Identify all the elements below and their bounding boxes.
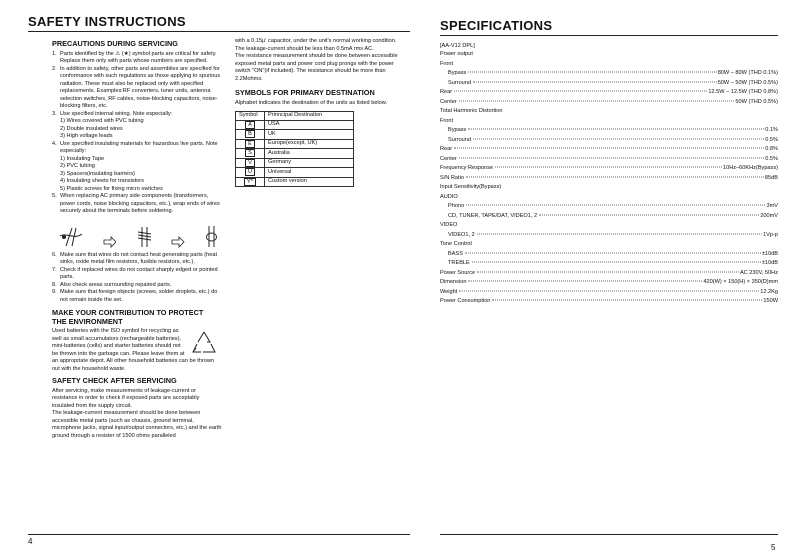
destination-cell: Australia (265, 149, 354, 159)
sub-item: 1) Insulating Tape (60, 155, 105, 162)
precaution-item (52, 141, 222, 194)
symbol-row (236, 168, 354, 178)
spec-label: Dimension (440, 279, 467, 285)
spec-row (448, 213, 778, 221)
item-text: Parts identified by the ⚠ (★) symbol parts are critical for safety. Replace them only with parts whose numbers are specified. (60, 50, 217, 64)
safety-check-para5: The resistance measurement should be done between accessible exposed metal parts and power cord plug prongs with the power switch "ON"(if included). The resistance should be more than 2.2Mohms. (235, 53, 398, 82)
recycle-icon (190, 330, 218, 356)
spec-row (448, 203, 778, 211)
spec-label: Front (440, 117, 454, 124)
spec-row (448, 70, 778, 78)
symbol-letter: E (245, 140, 255, 148)
spec-label: Power output (440, 51, 473, 57)
spec-value: AC 230V, 50Hz (739, 269, 778, 276)
spec-label: BASS (448, 250, 463, 257)
spec-label: Frequency Response (440, 165, 494, 171)
symbols-table (235, 111, 354, 187)
symbol-row (236, 139, 354, 149)
symbol-cell (236, 158, 265, 168)
symbol-cell (236, 177, 265, 187)
item-text: Check if replaced wires do not contact sharply edged or pointed parts. (60, 266, 218, 280)
spec-label: Rear (440, 89, 453, 95)
spec-row (448, 251, 778, 259)
environment-text: Used batteries with the ISO symbol for recycling as well as small accumulators (rechargeable batteries), mini-batteries (cells) and starter batteries should not be thrown into the garbage can. Please leave them at an appropriate depot. All other household batteries can be thrown out with the household waste. (52, 328, 215, 372)
item-text: In addition to safety, other parts and assemblies are specified for conformance with such regulations as those applying to spurious radiation. These must also be replaced only with specified replacements. Examples:RF converters, tuner units, antenna selection switches, RF cables, noise-blocking capacitors, noise-blocking filters, etc. (60, 65, 221, 109)
item-number: 9. (52, 289, 57, 295)
spec-label: Input Sensitivity(Bypass) (440, 184, 502, 190)
spec-label: CD, TUNER, TAPE/DAT, VIDEO1, 2 (448, 212, 538, 219)
spec-label: Total Harmonic Distortion (440, 108, 503, 114)
item-number: 6. (52, 251, 57, 258)
spec-value: 12.2Kg (760, 288, 778, 295)
sub-item: 1) Wires covered with PVC tubing (60, 118, 144, 124)
item-number: 8. (52, 281, 57, 288)
spec-row (440, 156, 778, 164)
sub-item: 2) Double insulated wires (60, 125, 123, 132)
spec-row (440, 51, 778, 59)
symbol-row (236, 177, 354, 187)
safety-check-para2: The leakage-current measurement should be done between accessible metal parts (such as chassis, ground terminal, microphone jacks, signal input/output connectors, etc.) and the earth ground through a resister of 1500 ohms paralleled (52, 410, 222, 439)
page-number: 4 (28, 537, 33, 546)
destination-cell: Universal (265, 168, 354, 178)
leader-dots (459, 100, 735, 101)
left-column (52, 38, 222, 440)
spec-row (440, 146, 778, 154)
spec-row (440, 108, 778, 116)
spec-label: Power Source (440, 269, 476, 276)
symbol-letter: U (245, 168, 255, 176)
spec-label: Front (440, 60, 454, 67)
item-number: 1. (52, 50, 57, 57)
precaution-item (52, 252, 222, 267)
spec-row (448, 260, 778, 268)
sub-item: 5) Plastic screws for fixing micro switches (60, 185, 163, 192)
symbol-letter: V (245, 159, 255, 167)
item-number: 3. (52, 110, 57, 117)
symbol-row (236, 149, 354, 159)
spec-label: Rear (440, 146, 453, 152)
symbol-cell (236, 130, 265, 140)
spec-value: 50W – 50W (THD 0.5%) (717, 79, 778, 86)
destination-cell: UK (265, 130, 354, 140)
right-page (420, 0, 793, 560)
spec-row (440, 270, 778, 278)
sub-item: 3) Spacers(insulating barriers) (60, 170, 135, 177)
bottom-rule (28, 534, 410, 535)
spec-label: Surround (448, 79, 472, 86)
spec-row (440, 118, 778, 126)
spec-label: AUDIO (440, 193, 458, 200)
spec-value: 1Vp-p (763, 231, 778, 238)
safety-check-heading: SAFETY CHECK AFTER SERVICING (52, 376, 177, 385)
spec-label: Center (440, 98, 457, 105)
spec-row (448, 232, 778, 240)
spec-value: 420(W) × 150(H) × 350(D)mm (703, 279, 778, 285)
spec-label: Power Consumption (440, 298, 491, 304)
precaution-item (52, 267, 222, 282)
spec-row (440, 298, 778, 306)
environment-heading (52, 309, 222, 326)
left-page-right-column (235, 38, 405, 187)
symbol-column-header: Symbol (236, 112, 265, 121)
spec-label: VIDEO1, 2 (448, 231, 475, 238)
spec-row (440, 99, 778, 107)
spec-row (440, 222, 778, 230)
symbol-row (236, 158, 354, 168)
precaution-item (52, 289, 222, 304)
safety-check-para4: The leakage-current should be less than 0.5mA rms AC. (235, 45, 374, 52)
safety-title: SAFETY INSTRUCTIONS (28, 14, 186, 29)
environment-heading-line2: THE ENVIRONMENT (52, 316, 123, 326)
sub-item: 3) High voltage leads (60, 133, 113, 139)
symbols-heading: SYMBOLS FOR PRIMARY DESTINATION (235, 88, 375, 97)
item-number: 7. (52, 266, 57, 273)
destination-cell: Europe(except, UK) (265, 139, 354, 149)
leader-dots (477, 233, 762, 234)
spec-label: Center (440, 155, 457, 162)
leader-dots (459, 157, 764, 158)
spec-row (440, 175, 778, 183)
precaution-item (52, 282, 222, 290)
destination-cell: Germany (265, 158, 354, 168)
spec-row (440, 289, 778, 297)
spec-value: 0.8% (765, 146, 778, 152)
leader-dots (468, 281, 702, 282)
leader-dots (468, 129, 764, 130)
sub-item: 2) PVC tubing (60, 163, 95, 169)
destination-cell: Custom version (265, 177, 354, 187)
item-text: Make sure that wires do not contact heat generating parts (heat sinks, oxide metal film resistors, fusible resistors, etc.). (60, 251, 218, 265)
leader-dots (473, 138, 764, 139)
leader-dots (472, 262, 761, 263)
sub-item: 4) Insulating sheets for transistors (60, 178, 144, 184)
item-number: 4. (52, 140, 57, 147)
spec-value: 0.5% (765, 155, 778, 162)
symbol-letter: A (245, 121, 255, 129)
spec-row (448, 127, 778, 135)
leader-dots (466, 176, 764, 177)
spec-label: Phono (448, 203, 465, 209)
arrow-right-icon (171, 236, 184, 248)
symbol-letter: S (245, 149, 255, 157)
leader-dots (466, 205, 765, 206)
leader-dots (454, 148, 764, 149)
precaution-item (52, 193, 222, 216)
precautions-list (52, 51, 222, 216)
safety-check-para3: with a 0.15μ' capacitor, under the unit's normal working condition. (235, 38, 397, 44)
symbol-letter: Y* (244, 178, 256, 186)
safety-check-para1: After servicing, make measurements of leakage-current or resistance in order to check if exposed parts are acceptably insulated from the supply circuit. (52, 387, 200, 409)
spec-value: 50W (THD 0.5%) (735, 98, 778, 105)
precautions-heading: PRECAUTIONS DURING SERVICING (52, 39, 178, 48)
wrap-wire-diagram (58, 224, 222, 248)
leader-dots (495, 167, 722, 168)
wire-wrap-step1-icon (58, 224, 87, 248)
wire-wrap-step2-icon (132, 224, 155, 248)
spec-value: 85dB (764, 174, 778, 181)
spec-label: Bypass (448, 127, 467, 133)
spec-row (440, 165, 778, 173)
symbol-cell (236, 139, 265, 149)
spec-value: 80W – 80W (THD 0.1%) (717, 70, 778, 76)
spec-value: 150W (763, 298, 778, 304)
spec-row (448, 137, 778, 145)
spec-value: ±10dB (761, 250, 778, 257)
spec-row (448, 80, 778, 88)
spec-value: 10Hz–60KHz(Bypass) (722, 165, 778, 171)
spec-row (440, 184, 778, 192)
leader-dots (454, 91, 707, 92)
title-rule (28, 31, 410, 32)
spec-value: ±10dB (761, 260, 778, 266)
spec-label: Weight (440, 288, 458, 295)
item-number: 2. (52, 65, 57, 72)
spec-value: 200mV (760, 212, 778, 219)
symbol-cell (236, 149, 265, 159)
precaution-item (52, 51, 222, 66)
spec-row (440, 61, 778, 69)
symbol-letter: B (245, 130, 255, 138)
symbol-row (236, 120, 354, 130)
spec-label: VIDEO (440, 222, 458, 228)
item-number: 5. (52, 193, 57, 199)
item-text: When replacing AC primary side components (transformers, power cords, noise blocking capacitors, etc.), wrap ends of wires securely about the terminals before soldering. (60, 193, 220, 214)
leader-dots (459, 290, 759, 291)
item-text: Make sure that foreign objects (screws, solder droplets, etc.) do not remain inside the set. (60, 289, 218, 303)
leader-dots (468, 72, 716, 73)
environment-heading-line1: MAKE YOUR CONTRIBUTION TO PROTECT (52, 308, 204, 317)
spec-value: 3mV (766, 203, 778, 209)
spec-label: Surround (448, 136, 472, 143)
specifications-title: SPECIFICATIONS (440, 18, 553, 33)
leader-dots (477, 271, 739, 272)
model-number: [AA-V12 DPL] (440, 43, 475, 49)
spec-label: Bypass (448, 70, 467, 76)
spec-row (440, 241, 778, 249)
spec-row (440, 279, 778, 287)
spec-row (440, 89, 778, 97)
symbol-cell (236, 120, 265, 130)
spec-label: S/N Ratio (440, 174, 464, 181)
destination-cell: USA (265, 120, 354, 130)
item-text: Use specified internal wiring. Note especially: (60, 110, 173, 117)
spec-value: 0.5% (765, 136, 778, 143)
item-text: Use specified insulating materials for hazardous live parts. Note especially: (60, 140, 218, 154)
spec-row (440, 194, 778, 202)
precautions-list-continued (52, 252, 222, 305)
wire-wrap-step3-icon (201, 224, 222, 248)
spec-value: 0.1% (765, 127, 778, 133)
bottom-rule (440, 534, 778, 535)
page-number: 5 (771, 543, 776, 552)
symbol-row (236, 130, 354, 140)
leader-dots (539, 214, 759, 215)
arrow-right-icon (103, 236, 116, 248)
leader-dots (492, 300, 762, 301)
symbol-cell (236, 168, 265, 178)
precaution-item (52, 66, 222, 111)
spec-value: 12.5W – 12.5W (THD 0.8%) (708, 89, 778, 95)
item-text: Also check areas surrounding repaired parts. (60, 281, 172, 288)
leader-dots (465, 252, 761, 253)
destination-column-header: Prinncipal Destination (265, 112, 354, 121)
title-rule (440, 35, 778, 36)
symbols-intro: Alphabet indicates the destination of the units as listed below. (235, 99, 388, 106)
spec-label: Tone Control (440, 241, 472, 247)
leader-dots (473, 81, 717, 82)
precaution-item (52, 111, 222, 141)
spec-label: TREBLE (448, 260, 470, 266)
